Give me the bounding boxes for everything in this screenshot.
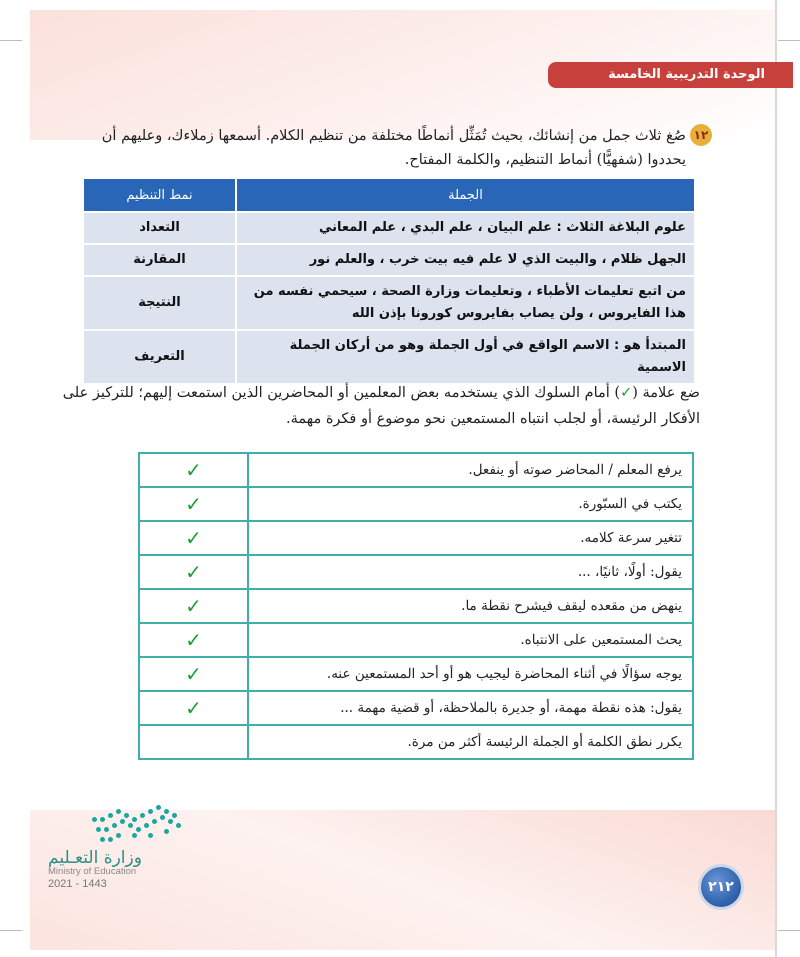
instruction-part-1: ضع علامة (	[632, 385, 700, 401]
page-fold-line	[775, 0, 777, 957]
behavior-statement: يكتب في السبّورة.	[248, 487, 693, 521]
sentence-column-header: الجملة	[236, 178, 695, 212]
ministry-name-arabic: وزارة التعـليم	[48, 848, 142, 868]
table-row	[83, 244, 695, 276]
checkmark-cell[interactable]: ✓	[139, 521, 248, 555]
checklist-row	[139, 521, 693, 555]
crop-mark	[778, 930, 800, 931]
checkmark-cell[interactable]: ✓	[139, 555, 248, 589]
behavior-statement: يقول: أولًا، ثانيًا، ...	[248, 555, 693, 589]
checklist-row	[139, 555, 693, 589]
pattern-cell: التعداد	[83, 212, 236, 244]
pattern-cell: النتيجة	[83, 276, 236, 330]
pattern-cell: التعريف	[83, 330, 236, 384]
question-number-badge: ١٢	[690, 124, 712, 146]
checkmark-cell[interactable]	[139, 725, 248, 759]
question-text: صُغ ثلاث جمل من إنشائك، بحيث تُمَثِّل أنماطًا مختلفة من تنظيم الكلام. أسمعها زملاءك، وعليهم أن يحددوا (شفهيًّا) أنماط التنظيم، والكلمة المفتاح.	[101, 128, 686, 168]
table-row	[83, 212, 695, 244]
behavior-statement: يرفع المعلم / المحاضر صوته أو ينفعل.	[248, 453, 693, 487]
pattern-cell: المقارنة	[83, 244, 236, 276]
instruction-check-icon: ✓	[620, 385, 633, 401]
table-header-row	[83, 178, 695, 212]
page-number-badge: ٢١٢	[698, 864, 744, 910]
sentence-cell: المبتدأ هو : الاسم الواقع في أول الجملة وهو من أركان الجملة الاسمية	[236, 330, 695, 384]
behavior-statement: يحث المستمعين على الانتباه.	[248, 623, 693, 657]
behavior-statement: يوجه سؤالًا في أثناء المحاضرة ليجيب هو أو أحد المستمعين عنه.	[248, 657, 693, 691]
ministry-name-english: Ministry of Education	[48, 866, 137, 877]
behavior-statement: يكرر نطق الكلمة أو الجملة الرئيسة أكثر من مرة.	[248, 725, 693, 759]
table-row	[83, 330, 695, 384]
checklist-instruction	[60, 380, 700, 432]
checkmark-cell[interactable]: ✓	[139, 487, 248, 521]
behaviors-checklist-table	[138, 452, 694, 760]
checkmark-cell[interactable]: ✓	[139, 589, 248, 623]
checkmark-cell[interactable]: ✓	[139, 657, 248, 691]
checklist-row	[139, 487, 693, 521]
sentence-cell: علوم البلاغة الثلاث : علم البيان ، علم البدي ، علم المعاني	[236, 212, 695, 244]
checklist-row	[139, 453, 693, 487]
behavior-statement: ينهض من مقعده ليقف فيشرح نقطة ما.	[248, 589, 693, 623]
checkmark-cell[interactable]: ✓	[139, 453, 248, 487]
checklist-row	[139, 589, 693, 623]
academic-year: 2021 - 1443	[48, 878, 107, 890]
sentence-cell: من اتبع تعليمات الأطباء ، وتعليمات وزارة الصحة ، سيحمي نفسه من هذا الفايروس ، ولن يصاب بفايروس كورونا بإذن الله	[236, 276, 695, 330]
checklist-row	[139, 623, 693, 657]
organization-patterns-table	[82, 177, 696, 385]
checklist-row	[139, 691, 693, 725]
crop-mark	[778, 40, 800, 41]
unit-title-banner: الوحدة التدريبية الخامسة	[548, 62, 793, 88]
behavior-statement: تتغير سرعة كلامه.	[248, 521, 693, 555]
behavior-statement: يقول: هذه نقطة مهمة، أو جديرة بالملاحظة، أو قضية مهمة ...	[248, 691, 693, 725]
instruction-part-2: ) أمام السلوك الذي يستخدمه بعض المعلمين أو المحاضرين الذين استمعت إليهم؛ للتركيز على الأفكار الرئيسة، أو لجلب انتباه المستمعين نحو موضوع أو فكرة مهمة.	[62, 385, 700, 427]
checklist-row	[139, 657, 693, 691]
crop-mark	[0, 40, 22, 41]
sentence-cell: الجهل ظلام ، والبيت الذي لا علم فيه بيت خرب ، والعلم نور	[236, 244, 695, 276]
decorative-bottom-wave	[30, 810, 775, 950]
crop-mark	[0, 930, 22, 931]
pattern-column-header: نمط التنظيم	[83, 178, 236, 212]
checkmark-cell[interactable]: ✓	[139, 691, 248, 725]
checklist-row	[139, 725, 693, 759]
checkmark-cell[interactable]: ✓	[139, 623, 248, 657]
table-row	[83, 276, 695, 330]
